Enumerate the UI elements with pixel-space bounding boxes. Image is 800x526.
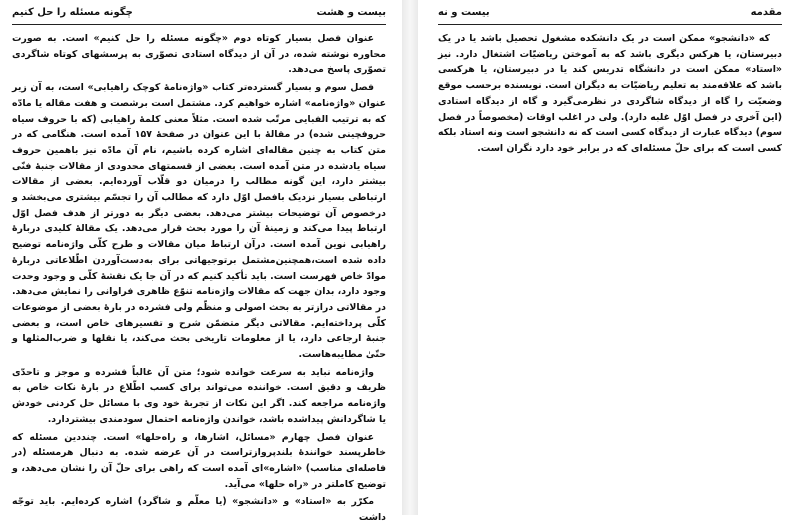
paragraph: واژه‌نامه نباید به سرعت خوانده شود؛ متن آن غالباً فشرده و موجز و تاحدّی ظریف و دقیق است. خواننده می‌تواند برای کسب اطّلاع در بارهٔ نکات خاص به واژه‌نامه مراجعه کند. اگر این نکات از تجربهٔ خود وی با مسائل حل کردنی خودش یا شاگردانش پیداشده باشد، خواندن واژه‌نامه احتمال سودمندی بیشتردارد. xyxy=(12,366,386,425)
right-page-header xyxy=(438,0,782,25)
right-page xyxy=(418,0,800,515)
left-page-body xyxy=(12,25,386,526)
book-gutter xyxy=(402,0,418,515)
paragraph: که «دانشجو» ممکن است در یک دانشکده مشغول تحصیل باشد یا در یک دبیرستان، یا هرکس دیگری باشد که به آموختن ریاضیّات اشتغال دارد. نیز «استاد» ممکن است در دانشگاه تدریس کند یا در دبیرستان، یا هرکسی باشد که علاقه‌مند به تعلیم ریاضیّات به دیگران است. نویسنده برحسب موقع وضعیّت را گاه از دیدگاه شاگردی در نظرمی‌گیرد و گاه از دیدگاه استادی (این آخری در فصل اوّل غلبه دارد). ولی در اغلب اوقات (مخصوصاً در فصل سوم) دیدگاه عبارت از دیدگاه کسی است که نه دانشجو است ونه استاد بلکه کسی است که برای حلّ مسئله‌ای که در برابر خود دارد نگران است. xyxy=(438,33,782,154)
left-page-number: بیست و هشت xyxy=(316,7,386,18)
right-running-title: مقدمه xyxy=(750,7,782,18)
paragraph: عنوان فصل چهارم «مسائل، اشارها، و راه‌حلها» است. چنددین مسئله که خاطرپسند خوانندهٔ بلندپروازتراست در آن عرضه شده. به دنبال هرمسئله (در فاصله‌ای مناسب) «اشاره»ای آمده است که راهی برای حلّ آن را نشان می‌دهد، و توضیح کاملتر در «راه حلها» می‌آید. xyxy=(12,431,386,490)
left-running-title: چگونه مسئله را حل کنیم xyxy=(12,7,133,18)
paragraph: فصل سوم و بسیار گسترده‌تر کتاب «واژه‌نامهٔ کوچک راهیابی» است، به آن زیر عنوان «واژه‌نامه» اشاره خواهیم کرد. مشتمل است برشصت و هفت مقاله یا مادّه که به ترتیب الفبایی مرتّب شده است. مثلاً معنی کلمهٔ راهیابی (که با حروف سیاه حروفچینی شده) در مقالهٔ با این عنوان در صفحهٔ ۱۵۷ آمده است. هنگامی که در متن کتاب به چنین مقاله‌ای اشاره کرده باشیم، نام آن مادّه نیز باهمین حروف سیاه یادشده در متن آمده است. بعضی از قسمتهای محدودی از مقالات جنبهٔ فنّی بیشتر دارد، این گونه مطالب را درمیان دو قلّاب آورده‌ایم. بعضی از مقالات ارتباطی بسیار نزدیک بافصل اوّل دارد که مطالب آن را تجسّم بیشتری می‌بخشد و درخصوص آن توضیحات بیشتر می‌دهد. بعضی دیگر به دورتر از هدف فصل اوّل ارتباط پیدا می‌کند و زمینهٔ آن را مورد بحث قرار می‌دهد. یک مقالهٔ کلیدی دربارهٔ راهیابی نوین آمده است. درآن ارتباط میان مقالات و طرح کلّی واژه‌نامه توضیح داده شده است،همچنین‌مشتمل برتوجیهاتی برای به‌دست‌آوردن اطّلاعاتی دربارهٔ موادّ خاص فهرست است. باید تأکید کنیم که در آن جا یک نقشهٔ کلّی و وجود وحدت وجود دارد، بدان جهت که مقالات واژه‌نامه تنوّع ظاهری فراوانی را نمایش می‌دهد. در مقالاتی درازتر به بحث اصولی و منظّم ولی فشرده در بارهٔ بعضی از موضوعات کلّی پرداخته‌ایم. مقالاتی دیگر متضمّن شرح و تفسیرهای خاص است، و بعضی جنبهٔ ارجاعی دارد، یا از معلومات تاریخی بحث می‌کند، یا نقلها و ضرب‌المثلها و حتّیٰ مطایبه‌هاست. xyxy=(12,82,386,361)
paragraph: عنوان فصل بسیار کوتاه دوم «چگونه مسئله را حل کنیم» است. به صورت محاوره نوشته شده، در آن از دیدگاه استادی تصوّری به پرسشهای کوتاه شاگردی تصوّری پاسخ می‌دهد. xyxy=(12,33,386,76)
paragraph: مکرّر به «استاد» و «دانشجو» (یا معلّم و شاگرد) اشاره کرده‌ایم. باید توجّه داشت xyxy=(12,496,386,524)
left-page-header xyxy=(12,0,386,25)
right-page-body xyxy=(438,25,782,157)
right-page-number: بیست و نه xyxy=(438,7,490,18)
